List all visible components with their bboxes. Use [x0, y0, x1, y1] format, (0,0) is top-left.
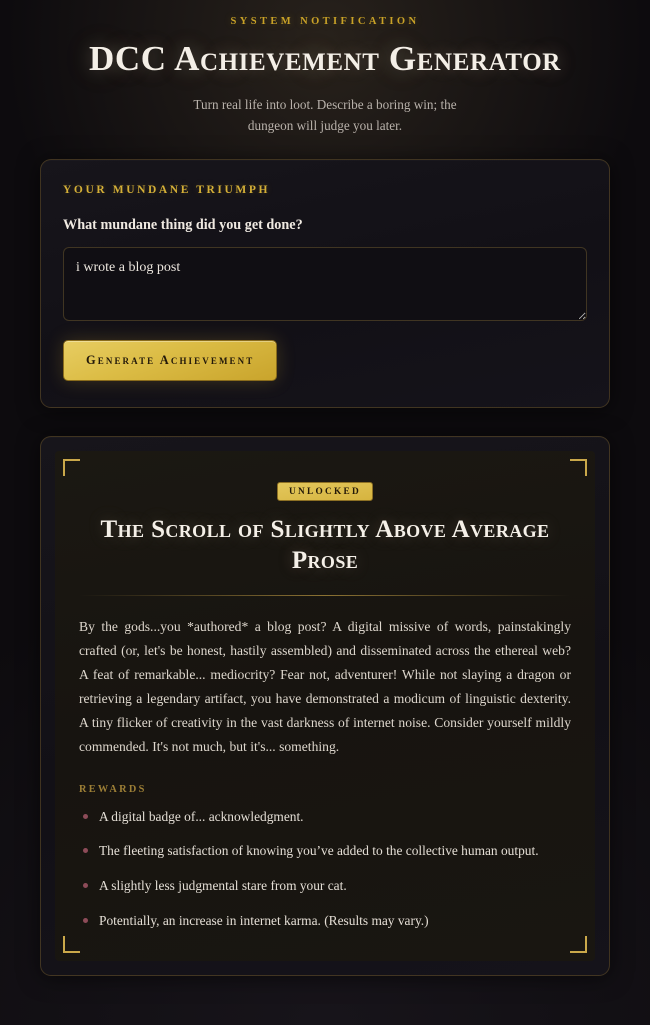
corner-bracket-top-right-icon: [570, 459, 587, 476]
eyebrow-label: SYSTEM NOTIFICATION: [230, 16, 420, 27]
status-badge-row: [79, 481, 571, 501]
page-header: [0, 0, 650, 137]
corner-bracket-top-left-icon: [63, 459, 80, 476]
list-item: [79, 840, 571, 862]
form-section-label: YOUR MUNDANE TRIUMPH: [63, 183, 271, 196]
list-item: [79, 875, 571, 897]
reward-text: Potentially, an increase in internet karma. (Results may vary.): [99, 912, 429, 928]
title-divider: [79, 595, 571, 596]
generate-achievement-button[interactable]: Generate Achievement: [63, 340, 277, 381]
achievement-panel: [55, 451, 595, 962]
rewards-section-label: REWARDS: [79, 783, 147, 795]
input-form-card: [40, 159, 610, 408]
achievement-title: The Scroll of Slightly Above Average Prose: [100, 515, 550, 575]
achievement-description: By the gods...you *authored* a blog post? A digital missive of words, painstakingly crafted (or, let's be honest, hastily assembled) and disseminated across the ethereal web? A feat of remarkable... mediocrity? Fear not, adventurer! While not slaying a dragon or retrieving a legendary artifact, you have demonstrated a modicum of linguistic dexterity. A tiny flicker of creativity in the vast darkness of internet noise. Consider yourself mildly commended. It's not much, but it's... something.: [79, 618, 571, 755]
bullet-dot-icon: [83, 848, 88, 853]
corner-bracket-bottom-left-icon: [63, 936, 80, 953]
reward-text: A slightly less judgmental stare from your cat.: [99, 878, 347, 894]
list-item: [79, 910, 571, 932]
reward-text: A digital badge of... acknowledgment.: [99, 808, 304, 824]
bullet-dot-icon: [83, 883, 88, 888]
prompt-field-label: What mundane thing did you get done?: [63, 216, 303, 233]
achievement-result-card: [40, 436, 610, 977]
status-badge: UNLOCKED: [277, 482, 373, 501]
bullet-dot-icon: [83, 814, 88, 819]
bullet-dot-icon: [83, 918, 88, 923]
page-tagline: Turn real life into loot. Describe a boring win; the dungeon will judge you later.: [193, 96, 457, 134]
list-item: [79, 806, 571, 828]
page-title: DCC Achievement Generator: [89, 39, 561, 78]
corner-bracket-bottom-right-icon: [570, 936, 587, 953]
reward-text: The fleeting satisfaction of knowing you’ve added to the collective human output.: [99, 843, 539, 859]
mundane-task-input[interactable]: [63, 247, 587, 321]
rewards-list: [79, 806, 571, 932]
